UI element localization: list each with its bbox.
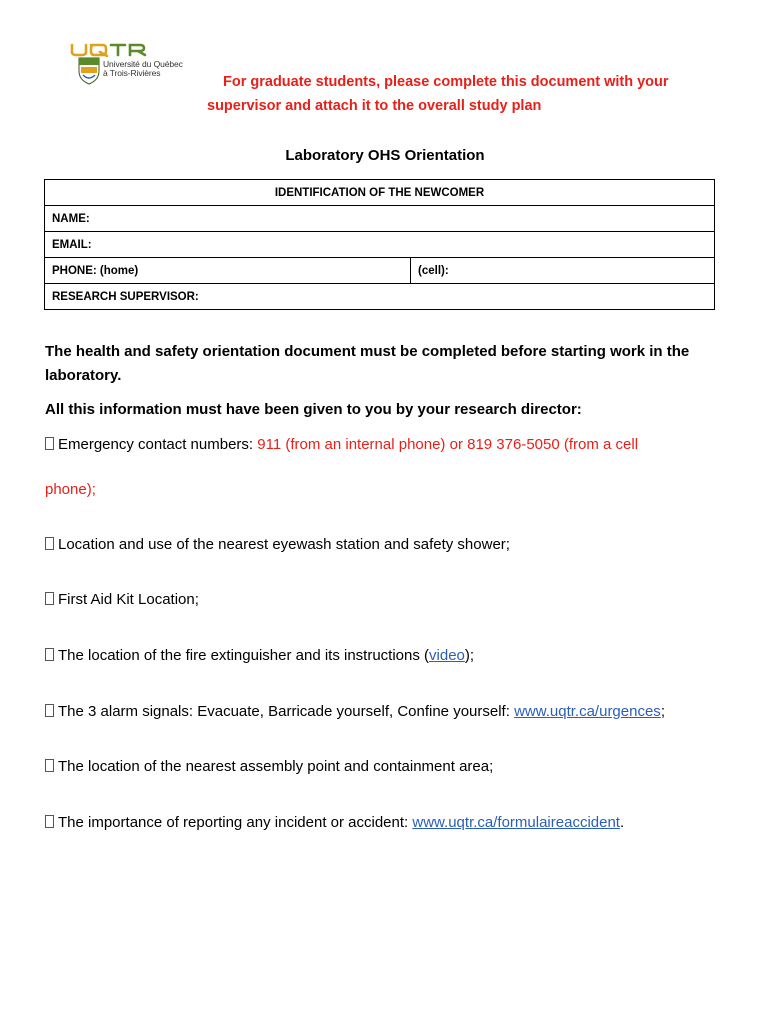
name-row [45, 206, 715, 232]
research-director-paragraph: All this information must have been given to you by your research director: [45, 401, 582, 418]
checklist-item-label: The importance of reporting any incident or accident: [58, 814, 413, 831]
accident-form-link[interactable]: www.uqtr.ca/formulaireaccident [412, 814, 620, 831]
checklist-item-label: Emergency contact numbers: [58, 436, 258, 453]
uqtr-wordmark-icon [70, 43, 150, 57]
checklist-item-label: The location of the fire extinguisher and its instructions ( [58, 647, 430, 664]
checklist-item-suffix: ); [464, 647, 475, 664]
newcomer-identification-table [44, 179, 715, 310]
checklist-item-label: Location and use of the nearest eyewash station and safety shower; [58, 536, 510, 553]
email-field[interactable]: EMAIL: [45, 232, 715, 258]
research-supervisor-field[interactable]: RESEARCH SUPERVISOR: [45, 284, 715, 310]
checklist-item-fire-extinguisher [45, 645, 735, 667]
checkbox-icon[interactable] [45, 648, 54, 661]
email-row [45, 232, 715, 258]
urgences-link[interactable]: www.uqtr.ca/urgences [514, 703, 661, 720]
phone-row [45, 258, 715, 284]
checklist-item-label: The 3 alarm signals: Evacuate, Barricade yourself, Confine yourself: [58, 703, 515, 720]
graduate-instructions [207, 70, 727, 118]
graduate-instructions-line-2: supervisor and attach it to the overall study plan [207, 98, 542, 114]
checkbox-icon[interactable] [45, 815, 54, 828]
checkbox-icon[interactable] [45, 537, 54, 550]
university-line-2: à Trois-Rivières [103, 68, 161, 78]
university-line-1: Université du Québec [103, 59, 183, 69]
table-header: IDENTIFICATION OF THE NEWCOMER [45, 180, 715, 206]
document-title: Laboratory OHS Orientation [285, 147, 485, 164]
checklist-item-incident-reporting [45, 812, 735, 834]
graduate-instructions-line-1: For graduate students, please complete this document with your [223, 74, 669, 90]
emergency-numbers-continued: phone); [45, 481, 96, 498]
checklist-item-label: The location of the nearest assembly point and containment area; [58, 758, 494, 775]
coat-of-arms-icon [78, 57, 100, 85]
checkbox-icon[interactable] [45, 592, 54, 605]
checklist-item-label: First Aid Kit Location; [58, 591, 199, 608]
phone-cell-field[interactable]: (cell): [411, 258, 715, 284]
checkbox-icon[interactable] [45, 704, 54, 717]
checklist-item-suffix: . [619, 814, 625, 831]
checklist-item-assembly-point [45, 756, 735, 778]
name-field[interactable]: NAME: [45, 206, 715, 232]
checkbox-icon[interactable] [45, 437, 54, 450]
phone-home-field[interactable]: PHONE: (home) [45, 258, 411, 284]
university-name [103, 60, 183, 78]
emergency-numbers: 911 (from an internal phone) or 819 376-5050 (from a cell [257, 436, 639, 453]
completion-requirement-paragraph: The health and safety orientation document must be completed before starting work in the laboratory. [45, 343, 690, 384]
checkbox-icon[interactable] [45, 759, 54, 772]
checklist-item-alarm-signals [45, 701, 735, 723]
supervisor-row [45, 284, 715, 310]
checklist-item-emergency-contacts [45, 434, 735, 456]
checklist-item-first-aid [45, 589, 735, 611]
checklist-item-eyewash [45, 534, 735, 556]
uqtr-logo [70, 43, 190, 89]
table-header-row [45, 180, 715, 206]
checklist-item-suffix: ; [660, 703, 665, 720]
video-link[interactable]: video [429, 647, 465, 664]
